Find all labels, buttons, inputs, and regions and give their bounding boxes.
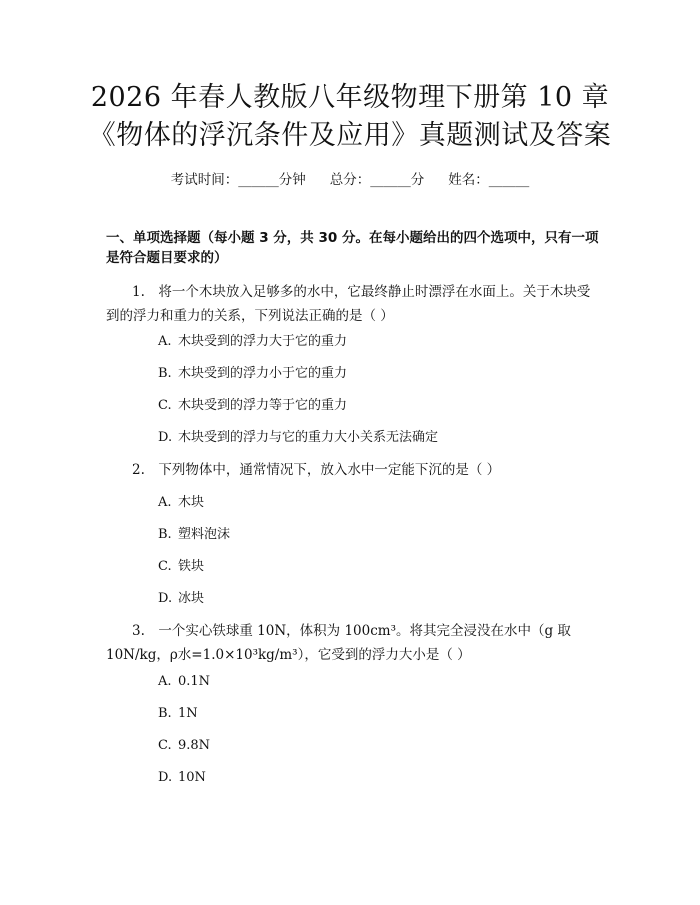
option-text: 塑料泡沫	[178, 527, 231, 542]
question-3-option-c	[158, 737, 210, 755]
question-2-option-a	[158, 494, 204, 512]
option-text: 1N	[178, 706, 198, 721]
option-letter: B.	[158, 366, 172, 381]
option-text: 9.8N	[178, 738, 211, 753]
question-2-option-c	[158, 558, 204, 576]
document-title-line-2: 《物体的浮沉条件及应用》真题测试及答案	[88, 120, 612, 151]
question-3-option-b	[158, 705, 198, 723]
option-letter: D.	[158, 430, 173, 445]
question-1-option-d	[158, 429, 438, 447]
option-letter: A.	[158, 334, 172, 349]
student-name-field: 姓名：______	[448, 172, 530, 188]
option-letter: B.	[158, 527, 172, 542]
question-3-option-d	[158, 769, 206, 787]
option-letter: A.	[158, 495, 172, 510]
option-text: 木块	[178, 495, 205, 510]
option-text: 0.1N	[178, 674, 211, 689]
option-letter: C.	[158, 398, 172, 413]
option-text: 木块受到的浮力等于它的重力	[178, 398, 348, 413]
option-letter: C.	[158, 738, 172, 753]
question-2-text: 2. 下列物体中，通常情况下，放入水中一定能下沉的是（ ）	[132, 462, 501, 478]
question-1-option-b	[158, 365, 347, 383]
total-score-field: 总分：______分	[329, 172, 425, 188]
question-1-text: 1. 将一个木块放入足够多的水中，它最终静止时漂浮在水面上。关于木块受到的浮力和重力的关系，下列说法正确的是（ ）	[106, 284, 591, 324]
question-1-option-a	[158, 333, 347, 351]
option-text: 10N	[178, 770, 206, 785]
option-text: 木块受到的浮力与它的重力大小关系无法确定	[178, 430, 439, 445]
option-text: 铁块	[178, 559, 205, 574]
exam-time-field: 考试时间：______分钟	[170, 172, 306, 188]
question-3-text: 3. 一个实心铁球重 10N，体积为 100cm³。将其完全浸没在水中（g 取 10N/kg，ρ水=1.0×10³kg/m³），它受到的浮力大小是（ ）	[106, 623, 571, 663]
option-letter: A.	[158, 674, 172, 689]
question-1-option-c	[158, 397, 347, 415]
option-text: 木块受到的浮力小于它的重力	[178, 366, 348, 381]
option-letter: D.	[158, 770, 173, 785]
document-title-line-1: 2026 年春人教版八年级物理下册第 10 章	[90, 82, 610, 113]
option-text: 木块受到的浮力大于它的重力	[178, 334, 348, 349]
question-2-option-b	[158, 526, 230, 544]
section-heading: 一、单项选择题（每小题 3 分，共 30 分。在每小题给出的四个选项中，只有一项是符合题目要求的）	[106, 230, 599, 266]
option-text: 冰块	[178, 591, 205, 606]
question-3-option-a	[158, 673, 210, 691]
option-letter: C.	[158, 559, 172, 574]
option-letter: D.	[158, 591, 173, 606]
question-2-option-d	[158, 590, 204, 608]
option-letter: B.	[158, 706, 172, 721]
exam-meta-info	[40, 168, 660, 188]
